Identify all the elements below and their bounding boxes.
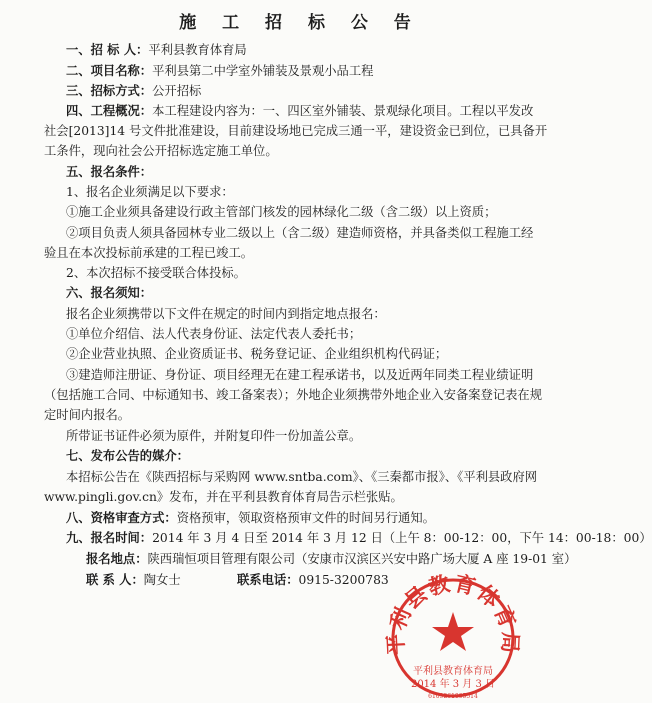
- media-label: 七、发布公告的媒介：: [66, 448, 189, 463]
- contact-phone-label: 联系电话：: [237, 572, 299, 587]
- notes-original-docs: 所带证书证件必须为原件，并附复印件一份加盖公章。: [66, 429, 362, 443]
- seal-ring-textpath: 平利县教育体育局: [382, 570, 524, 656]
- tender-method-label: 三、招标方式：: [66, 83, 153, 98]
- notes-item-b: ②企业营业执照、企业资质证书、税务登记证、企业组织机构代码证；: [66, 347, 448, 361]
- registration-place-label: 报名地点：: [86, 551, 148, 566]
- condition-item-1b-cont: 验且在本次投标前承建的工程已竣工。: [44, 246, 254, 260]
- contact-person-value: 陶女士: [143, 573, 181, 587]
- project-name-row: [66, 63, 373, 79]
- page-title: 施 工 招 标 公 告: [179, 13, 421, 33]
- project-name-label: 二、项目名称：: [66, 63, 153, 78]
- registration-place-row: [86, 551, 576, 567]
- media-line-1: 本招标公告在《陕西招标与采购网 www.sntba.com》、《三秦都市报》、《平利县政府网: [66, 470, 538, 484]
- seal-code: 6109261005514: [428, 693, 478, 700]
- tenderer-value: 平利县教育体育局: [148, 43, 247, 57]
- overview-row: [66, 103, 533, 119]
- notes-item-a: ①单位介绍信、法人代表身份证、法定代表人委托书；: [66, 327, 362, 341]
- official-seal-stamp: [378, 570, 528, 700]
- seal-inner-text: 平利县教育体育局: [413, 666, 493, 677]
- overview-line-2: 社会[2013]14 号文件批准建设，目前建设场地已完成三通一平，建设资金已到位，已具备开: [44, 124, 548, 138]
- condition-item-1a: ①施工企业须具备建设行政主管部门核发的园林绿化二级（含二级）以上资质；: [66, 205, 497, 219]
- media-line-2: www.pingli.gov.cn》发布，并在平利县教育体育局告示栏张贴。: [44, 490, 403, 504]
- contact-phone-value: 0915-3200783: [298, 573, 389, 587]
- tenderer-row: [66, 42, 247, 58]
- registration-time-label: 九、报名时间：: [66, 530, 153, 545]
- qualification-value: 资格预审，领取资格预审文件的时间另行通知。: [176, 511, 435, 525]
- registration-time-value: 2014 年 3 月 4 日至 2014 年 3 月 12 日（上午 8：00-12：00，下午 14：00-18：00）: [152, 531, 652, 545]
- notes-item-c: ③建造师注册证、身份证、项目经理无在建工程承诺书，以及近两年同类工程业绩证明: [66, 368, 534, 382]
- qualification-label: 八、资格审查方式：: [66, 510, 177, 525]
- registration-notes-label: 六、报名须知：: [66, 285, 153, 300]
- registration-time-row: [66, 530, 652, 546]
- tenderer-label: 一、招 标 人：: [66, 42, 149, 57]
- notes-item-c-cont-2: 定时间内报名。: [44, 408, 131, 422]
- notes-item-c-cont-1: （包括施工合同、中标通知书、竣工备案表）；外地企业须携带外地企业入安备案登记表在规: [44, 388, 543, 402]
- tender-method-row: [66, 83, 201, 99]
- condition-item-1b: ②项目负责人须具备园林专业二级以上（含二级）建造师资格，并具备类似工程施工经: [66, 226, 534, 240]
- project-name-value: 平利县第二中学室外铺装及景观小品工程: [152, 64, 374, 78]
- condition-item-2: 2、本次招标不接受联合体投标。: [66, 266, 246, 280]
- seal-date: 2014 年 3 月 3 日: [410, 679, 496, 690]
- overview-label: 四、工程概况：: [66, 103, 153, 118]
- contact-row: [86, 572, 181, 588]
- registration-place-value: 陕西瑞恒项目管理有限公司（安康市汉滨区兴安中路广场大厦 A 座 19-01 室）: [147, 552, 577, 566]
- overview-line-3: 工条件，现向社会公开招标选定施工单位。: [44, 144, 278, 158]
- contact-phone-row: [237, 572, 389, 588]
- registration-conditions-label: 五、报名条件：: [66, 164, 153, 179]
- notes-intro: 报名企业须携带以下文件在规定的时间内到指定地点报名：: [66, 307, 386, 321]
- qualification-row: [66, 510, 435, 526]
- condition-item-1: 1、报名企业须满足以下要求：: [66, 185, 234, 199]
- seal-star-icon: [432, 612, 474, 651]
- overview-line-1: 本工程建设内容为：一、四区室外铺装、景观绿化项目。工程以平发改: [152, 104, 534, 118]
- tender-method-value: 公开招标: [152, 84, 202, 98]
- contact-person-label: 联 系 人：: [86, 572, 144, 587]
